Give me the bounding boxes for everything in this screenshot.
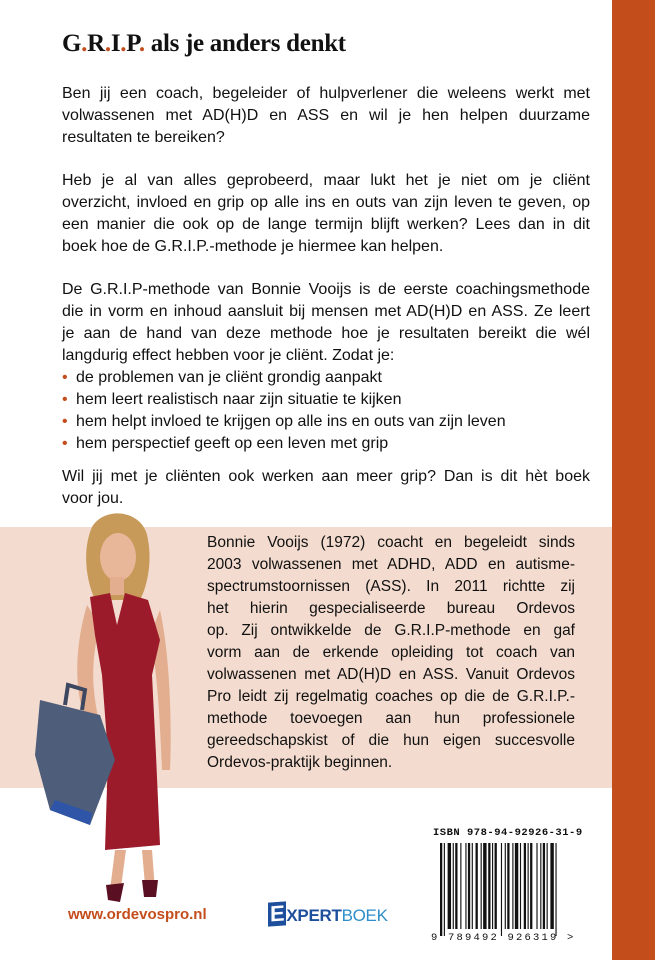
title-dot: . bbox=[81, 30, 88, 57]
barcode bbox=[440, 843, 558, 936]
text-line: Pro leidt zij regelmatig coaches op die de G.R.I.P.- bbox=[207, 688, 575, 705]
barcode-bar bbox=[453, 843, 454, 929]
title-dot: . bbox=[120, 30, 127, 57]
barcode-bar bbox=[460, 843, 461, 929]
barcode-bar bbox=[472, 843, 473, 929]
text-line: gereedschapskist of die hun eigen succesvolle bbox=[207, 732, 575, 749]
bullet-item: • hem helpt invloed te krijgen op alle ins en outs van zijn leven bbox=[62, 411, 590, 433]
text-line: Ben jij een coach, begeleider of hulpverlener die weleens werkt met bbox=[62, 85, 590, 102]
barcode-bar bbox=[440, 843, 442, 936]
text-line: volwassenen met AD(H)D en ASS. Vanuit Ordevos bbox=[207, 666, 575, 683]
barcode-bar bbox=[524, 843, 526, 929]
text-line: 2003 volwassenen met ADHD, ADD en autisme- bbox=[207, 556, 575, 573]
barcode-bar bbox=[507, 843, 509, 929]
bullet-item: • hem leert realistisch naar zijn situatie te kijken bbox=[62, 389, 590, 411]
barcode-bar bbox=[555, 843, 556, 936]
text-line: Wil jij met je cliënten ook werken aan meer grip? Dan is dit hèt boek bbox=[62, 468, 590, 485]
barcode-bar bbox=[530, 843, 532, 929]
title-letter: G bbox=[62, 30, 82, 57]
spine-band bbox=[612, 0, 655, 960]
barcode-digits: 9 789492 926319 > bbox=[431, 932, 576, 944]
barcode-bar bbox=[488, 843, 490, 929]
text-line: vorm aan de erkende opleiding tot coach van bbox=[207, 644, 575, 661]
author-bio bbox=[207, 532, 575, 774]
method-paragraph bbox=[62, 279, 590, 455]
intro-paragraph bbox=[62, 83, 590, 149]
text-line: het hierin gespecialiseerde bureau Ordevos bbox=[207, 600, 575, 617]
barcode-bar bbox=[547, 843, 548, 929]
title-dot: . bbox=[104, 30, 111, 57]
barcode-bar bbox=[543, 843, 545, 929]
logo-e: E bbox=[270, 900, 285, 927]
book-title bbox=[62, 30, 346, 58]
text-line: overzicht, invloed en grip op alle ins en outs van zijn leven te geven, op bbox=[62, 194, 590, 211]
logo-boek: BOEK bbox=[341, 906, 388, 925]
closing-paragraph bbox=[62, 466, 590, 510]
barcode-bar bbox=[483, 843, 486, 929]
barcode-bar bbox=[501, 843, 502, 936]
text-line: langdurig effect hebben voor je cliënt. Zodat je: bbox=[62, 347, 395, 364]
barcode-bar bbox=[536, 843, 537, 929]
text-line: je aan de hand van deze methode hoe je resultaten bereikt die wél bbox=[62, 325, 590, 342]
text-line: Bonnie Vooijs (1972) coacht en begeleidt sinds bbox=[207, 534, 575, 551]
bullet-item: • de problemen van je cliënt grondig aanpakt bbox=[62, 367, 590, 389]
isbn-label: ISBN 978-94-92926-31-9 bbox=[433, 827, 583, 839]
title-letter: R bbox=[87, 30, 105, 57]
barcode-bar bbox=[476, 843, 478, 929]
barcode-bar bbox=[448, 843, 451, 929]
barcode-bar bbox=[444, 843, 445, 936]
text-line: voor jou. bbox=[62, 490, 124, 507]
barcode-bar bbox=[512, 843, 513, 929]
barcode-bar bbox=[505, 843, 506, 929]
barcode-bar bbox=[481, 843, 482, 929]
text-line: op. Zij ontwikkelde de G.R.I.P-methode en gaf bbox=[207, 622, 575, 639]
barcode-bar bbox=[515, 843, 518, 929]
title-dot: . bbox=[138, 30, 145, 57]
title-rest: als je anders denkt bbox=[144, 30, 346, 57]
problem-paragraph bbox=[62, 170, 590, 258]
website-link[interactable]: www.ordevospro.nl bbox=[68, 906, 207, 923]
title-letter: I bbox=[110, 30, 121, 57]
text-line: die in vorm en inhoud aansluit bij mensen met AD(H)D en ASS. Ze leert bbox=[62, 303, 590, 320]
text-line: een manier die ook op de lange termijn blijft werken? Lees dan in dit bbox=[62, 216, 590, 233]
barcode-bar bbox=[540, 843, 541, 929]
barcode-bar bbox=[492, 843, 493, 929]
publisher-logo bbox=[268, 902, 388, 926]
barcode-bar bbox=[550, 843, 553, 929]
barcode-bar bbox=[465, 843, 466, 929]
title-letter: P bbox=[126, 30, 139, 57]
logo-xpert: XPERT bbox=[286, 906, 342, 925]
text-line: spectrumstoornissen (ASS). In 2011 richtte zij bbox=[207, 578, 575, 595]
barcode-bar bbox=[468, 843, 470, 929]
author-photo bbox=[20, 505, 200, 905]
bullet-item: • hem perspectief geeft op een leven met grip bbox=[62, 433, 590, 455]
text-line: methode toevoegen aan hun professionele bbox=[207, 710, 575, 727]
text-line: Ordevos-praktijk beginnen. bbox=[207, 754, 393, 771]
text-line: Heb je al van alles geprobeerd, maar lukt het je niet om je cliënt bbox=[62, 172, 590, 189]
text-line: boek hoe de G.R.I.P.-methode je hiermee kan helpen. bbox=[62, 238, 444, 255]
text-line: volwassenen met AD(H)D en ASS en wil je hen helpen duurzame bbox=[62, 107, 590, 124]
text-line: De G.R.I.P-methode van Bonnie Vooijs is de eerste coachingsmethode bbox=[62, 281, 590, 298]
barcode-bar bbox=[528, 843, 529, 929]
barcode-bar bbox=[495, 843, 497, 929]
barcode-bar bbox=[520, 843, 521, 929]
text-line: resultaten te bereiken? bbox=[62, 129, 225, 146]
barcode-bar bbox=[455, 843, 457, 929]
